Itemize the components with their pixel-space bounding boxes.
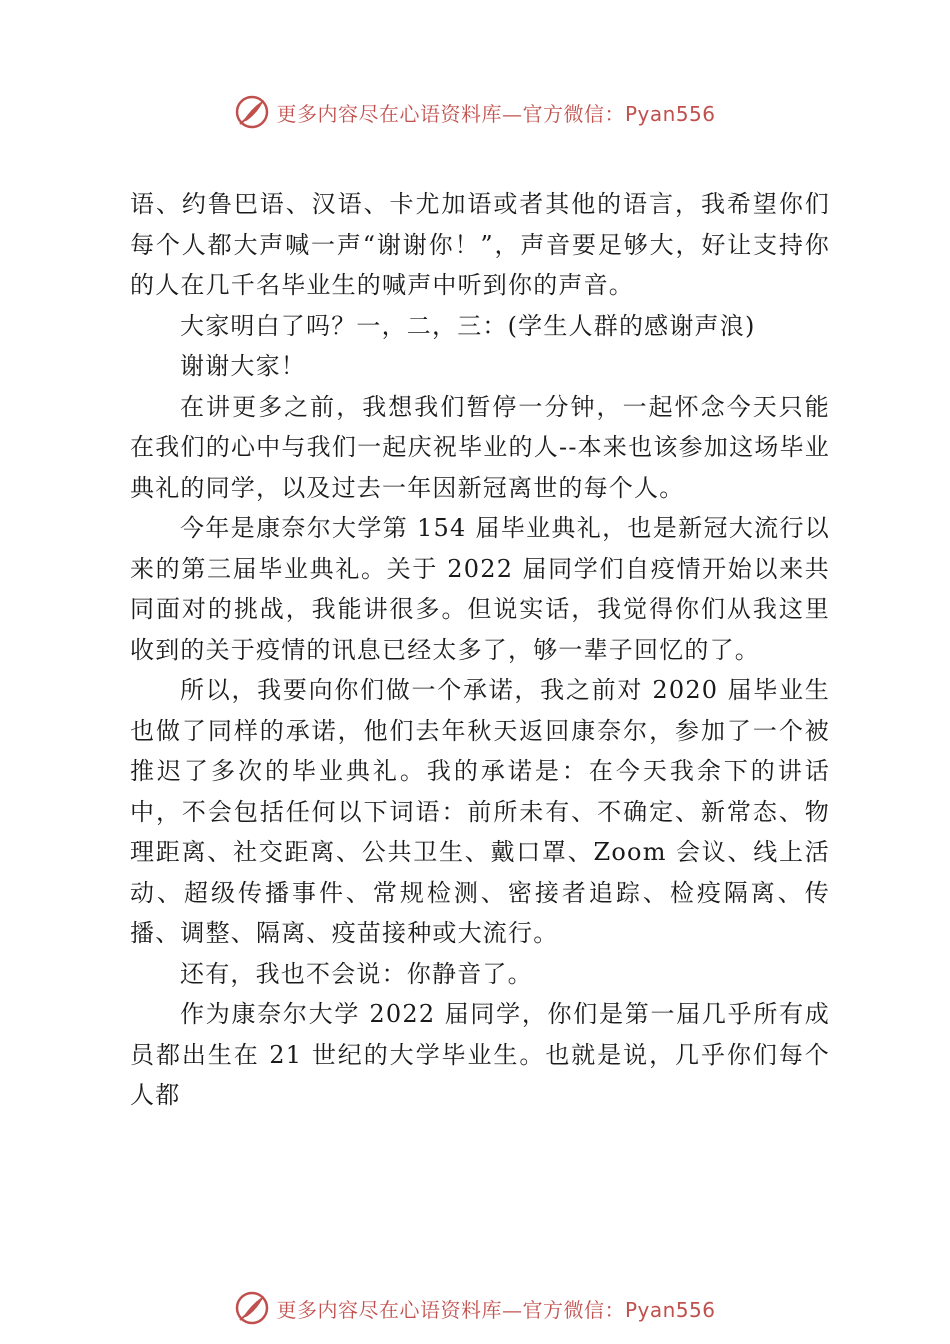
- footer-banner: [0, 1290, 950, 1326]
- paragraph: 作为康奈尔大学 2022 届同学，你们是第一届几乎所有成员都出生在 21 世纪的大学毕业生。也就是说，几乎你们每个人都: [130, 1000, 830, 1109]
- wechat-id: Pyan556: [624, 1297, 716, 1322]
- paragraph: 在讲更多之前，我想我们暂停一分钟，一起怀念今天只能在我们的心中与我们一起庆祝毕业的人--本来也该参加这场毕业典礼的同学，以及过去一年因新冠离世的每个人。: [130, 392, 830, 502]
- paragraph: 今年是康奈尔大学第 154 届毕业典礼，也是新冠大流行以来的第三届毕业典礼。关于 2022 届同学们自疫情开始以来共同面对的挑战，我能讲很多。但说实话，我觉得你们从我这里收到的关于疫情的讯息已经太多了，够一辈子回忆的了。: [130, 514, 830, 664]
- document-body: [130, 184, 830, 1116]
- paragraph: 语、约鲁巴语、汉语、卡尤加语或者其他的语言，我希望你们每个人都大声喊一声“谢谢你！”，声音要足够大，好让支持你的人在几千名毕业生的喊声中听到你的声音。: [130, 190, 830, 299]
- paragraph: 谢谢大家！: [180, 352, 306, 380]
- paragraph: 还有，我也不会说：你静音了。: [180, 959, 533, 988]
- paragraph: 所以，我要向你们做一个承诺，我之前对 2020 届毕业生也做了同样的承诺，他们去年秋天返回康奈尔，参加了一个被推迟了多次的毕业典礼。我的承诺是：在今天我余下的讲话中，不会包括任何以下词语：前所未有、不确定、新常态、物理距离、社交距离、公共卫生、戴口罩、Zoom 会议、线上活动、超级传播事件、常规检测、密接者追踪、检疫隔离、传播、调整、隔离、疫苗接种或大流行。: [130, 676, 830, 947]
- paragraph: 大家明白了吗？一，二，三：(学生人群的感谢声浪): [180, 311, 756, 340]
- header-banner-text: 更多内容尽在心语资料库—官方微信：Pyan556: [276, 101, 716, 126]
- wechat-id: Pyan556: [624, 101, 716, 126]
- header-banner: [0, 94, 950, 130]
- quill-logo-icon: [234, 94, 270, 130]
- footer-banner-text: 更多内容尽在心语资料库—官方微信：Pyan556: [276, 1297, 716, 1322]
- quill-logo-icon: [234, 1290, 270, 1326]
